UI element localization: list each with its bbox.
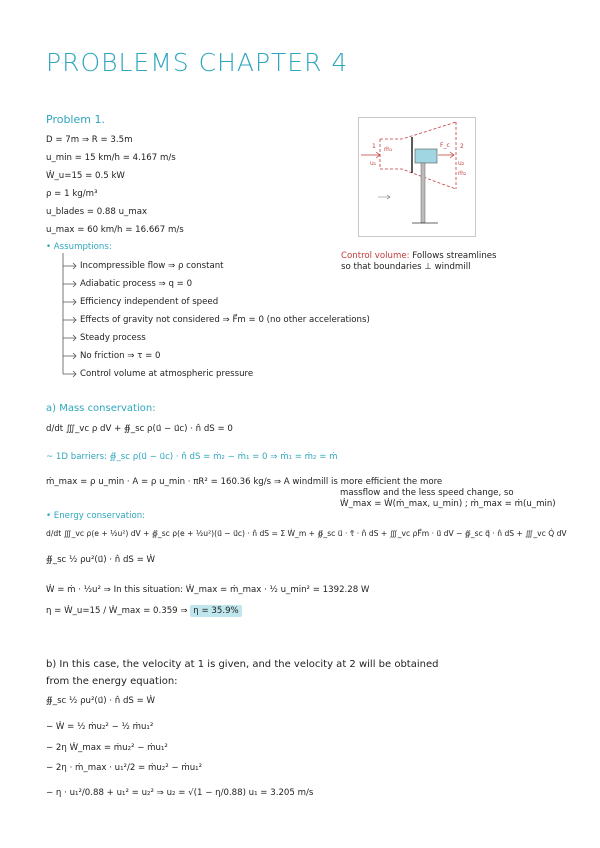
assumption-efficiency: Efficiency independent of speed <box>80 297 219 307</box>
control-volume-text1: Follows streamlines <box>412 251 497 261</box>
control-volume-text2: so that boundaries ⊥ windmill <box>341 262 471 272</box>
label-u2: u₂ <box>458 160 465 167</box>
energy-eq: d/dt ∭_vc ρ(e + ½u²) dV + ∯_sc ρ(e + ½u²)(u⃗ − u⃗c) · n̂ dS = Σ Ẇ_m + ∯_sc u⃗ · τ̄ · n̂ dS + ∭_vc ρF⃗m · u⃗ dV − ∯_sc q⃗ · n̂ dS + ∭_vc Q̇ dV <box>46 529 567 538</box>
assumption-incompressible: Incompressible flow ⇒ ρ constant <box>80 261 224 271</box>
b-eq4: − 2η · ṁ_max · u₁²/2 = ṁu₂² − ṁu₁² <box>46 763 203 773</box>
windmill-diagram <box>358 117 476 237</box>
label-u1: u₁ <box>370 160 377 167</box>
b-eq3: − 2η Ẇ_max = ṁu₂² − ṁu₁² <box>46 743 168 753</box>
given-umax: u_max = 60 km/h = 16.667 m/s <box>46 225 184 235</box>
assumptions-label: • Assumptions: <box>46 242 112 252</box>
section-a-title: a) Mass conservation: <box>46 403 156 414</box>
label-two: 2 <box>460 143 464 150</box>
assumption-gravity: Effects of gravity not considered ⇒ F⃗m = 0 (no other accelerations) <box>80 315 370 325</box>
efficiency-eq: η = Ẇ_u=15 / Ẇ_max = 0.359 ⇒ η = 35.9% <box>46 606 242 617</box>
label-fc: F_c <box>440 142 450 149</box>
mass-conservation-eq: d/dt ∭_vc ρ dV + ∯_sc ρ(u⃗ − u⃗c) · n̂ dS = 0 <box>46 424 233 434</box>
b-eq1: ∯_sc ½ ρu²(u⃗) · n̂ dS = Ẇ <box>46 696 156 706</box>
control-volume-note <box>341 251 497 262</box>
section-b-text2: from the energy equation: <box>46 676 178 687</box>
assumption-pressure: Control volume at atmospheric pressure <box>80 369 254 379</box>
energy-simplified-eq: ∯_sc ½ ρu²(u⃗) · n̂ dS = Ẇ <box>46 555 156 565</box>
given-ublades: u_blades = 0.88 u_max <box>46 207 148 217</box>
assumption-adiabatic: Adiabatic process ⇒ q = 0 <box>80 279 193 289</box>
b-eq5: − η · u₁²/0.88 + u₁² = u₂² ⇒ u₂ = √(1 − η/0.88) u₁ = 3.205 m/s <box>46 788 314 798</box>
assumptions-bracket <box>60 253 80 379</box>
nacelle <box>415 149 437 163</box>
barriers-eq: ~ 1D barriers: ∯_sc ρ(u⃗ − u⃗c) · n̂ dS = ṁ₂ − ṁ₁ = 0 ⇒ ṁ₁ = ṁ₂ = ṁ <box>46 452 338 462</box>
mmax-note1: massflow and the less speed change, so <box>340 488 514 498</box>
given-density: ρ = 1 kg/m³ <box>46 189 98 199</box>
assumption-friction: No friction ⇒ τ = 0 <box>80 351 161 361</box>
problem-label: Problem 1. <box>46 113 105 126</box>
page-title: PROBLEMS CHAPTER 4 <box>46 48 349 77</box>
energy-title: • Energy conservation: <box>46 511 146 521</box>
b-eq2: − Ẇ = ½ ṁu₂² − ½ ṁu₁² <box>46 722 154 732</box>
given-umin: u_min = 15 km/h = 4.167 m/s <box>46 153 176 163</box>
diagram-frame <box>359 118 476 237</box>
section-b-text1: b) In this case, the velocity at 1 is given, and the velocity at 2 will be obtained <box>46 659 439 670</box>
label-m2: ṁ₂ <box>458 170 467 177</box>
tower <box>421 163 425 223</box>
mmax-note2: Ẇ_max = Ẇ(ṁ_max, u_min) ; ṁ_max = ṁ(u_min) <box>340 499 556 509</box>
label-m1: ṁ₁ <box>384 146 393 153</box>
mmax-eq: ṁ_max = ρ u_min · A = ρ u_min · πR² = 160.36 kg/s ⇒ A windmill is more efficient the more <box>46 477 443 487</box>
efficiency-result: η = 35.9% <box>190 605 241 617</box>
given-diameter: D = 7m ⇒ R = 3.5m <box>46 135 133 145</box>
power-eq: Ẇ = ṁ · ½u² ⇒ In this situation: Ẇ_max = ṁ_max · ½ u_min² = 1392.28 W <box>46 585 370 595</box>
given-power: Ẇ_u=15 = 0.5 kW <box>46 171 125 181</box>
label-one: 1 <box>372 143 376 150</box>
assumption-steady: Steady process <box>80 333 146 343</box>
control-volume-label: Control volume: <box>341 251 410 261</box>
